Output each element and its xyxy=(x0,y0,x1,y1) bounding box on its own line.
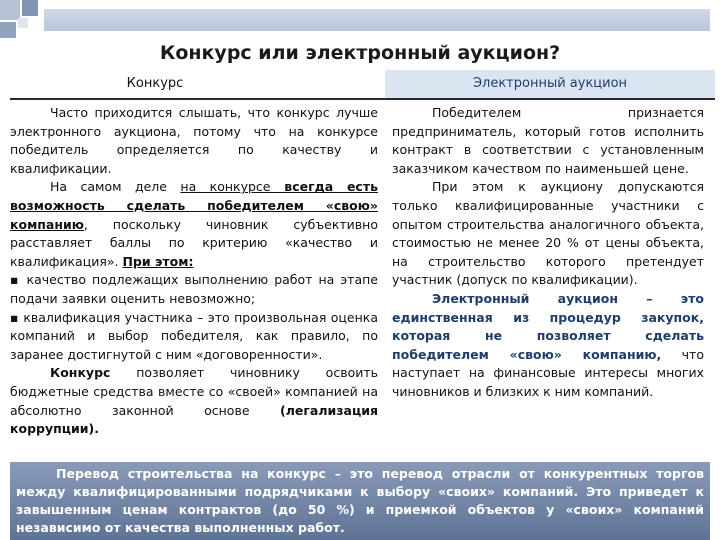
text-segment: всегда есть возможность сделать победителем «свою» компанию xyxy=(10,179,378,232)
konkurs-paragraph-3 xyxy=(10,364,378,438)
decor-square xyxy=(0,0,20,20)
auction-paragraph-2: При этом к аукциону допускаются только квалифицированные участники с опытом строительства аналогичного объекта, стоимостью не менее 20 % от цены объекта, на строительство которого претендует участник (допуск по квалификации). xyxy=(392,179,704,288)
column-header-konkurs-label: Конкурс xyxy=(126,76,184,91)
text-segment: Электронный аукцион – это единственная из процедур закупок, которая не позволяет сделать победителем «свою» компанию, xyxy=(392,290,704,362)
text-segment: При этом: xyxy=(122,253,194,269)
conclusion-text: Перевод строительства на конкурс – это перевод отрасли от конкурентных торгов между квалифицированными подрядчиками к выбору «своих» компаний. Это приведет к завышенным ценам контрактов (до 50 %) и приемкой объектов у «своих» компаний независимо от качества выполненных работ. xyxy=(16,466,704,535)
text-segment: На самом деле xyxy=(50,179,181,195)
text-segment: , поскольку чиновник субъективно расставляет баллы по критерию «качество и квалификация». xyxy=(10,216,378,269)
decor-square xyxy=(18,18,28,28)
auction-paragraph-1: Победителем признается предприниматель, который готов исполнить контракт в соответствии с установленным заказчиком качеством по наименьшей цене. xyxy=(392,105,704,176)
konkurs-bullet-2: ▪ квалификация участника – это произвольная оценка компаний и выбор победителя, как правило, по заранее достигнутой с ним «договоренности». xyxy=(10,309,378,362)
decor-square xyxy=(22,0,38,16)
text-segment: позволяет чиновнику освоить бюджетные средства вместе со «своей» компанией на абсолютно законной основе xyxy=(10,365,378,418)
decor-square xyxy=(0,22,16,38)
top-decor-bar xyxy=(44,9,710,31)
text-segment: (легализация коррупции). xyxy=(10,402,378,437)
column-header-konkurs xyxy=(10,70,380,98)
page-title: Конкурс или электронный аукцион? xyxy=(159,42,561,64)
conclusion-banner xyxy=(10,462,710,540)
text-segment: на конкурсе xyxy=(180,179,271,195)
konkurs-paragraph-2 xyxy=(10,178,378,271)
konkurs-column xyxy=(10,104,378,439)
auction-column xyxy=(392,104,704,402)
text-segment: Конкурс xyxy=(50,365,111,381)
header-divider xyxy=(10,98,715,100)
konkurs-paragraph-1: Часто приходится слышать, что конкурс лучше электронного аукциона, потому что на конкурсе победитель определяется по качеству и квалификации. xyxy=(10,105,378,176)
text-segment: что наступает на финансовые интересы многих чиновников и близких к ним компаний. xyxy=(392,346,704,399)
konkurs-bullet-1: ▪ качество подлежащих выполнению работ на этапе подачи заявки оценить невозможно; xyxy=(10,272,378,306)
auction-paragraph-3 xyxy=(392,290,704,402)
column-header-auction: Электронный аукцион xyxy=(385,70,715,98)
